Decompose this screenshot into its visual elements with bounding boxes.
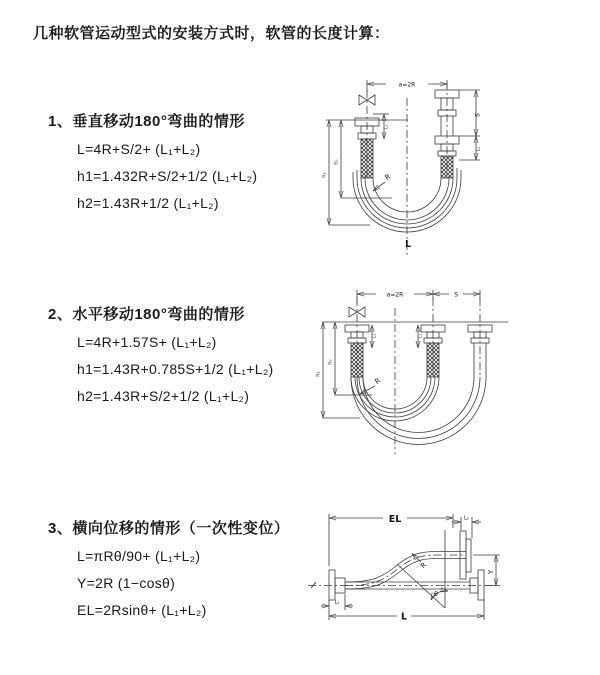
right-flange <box>470 570 484 600</box>
dim-label-span: a=2R <box>386 291 404 299</box>
section-2-heading: 2、水平移动180°弯曲的情形 <box>48 306 245 323</box>
diagram-lateral-displacement <box>300 498 600 643</box>
section-3-heading: 3、横向位移的情形（一次性变位） <box>48 520 290 537</box>
length-label: L <box>404 239 412 250</box>
diagram-horizontal-180-bend <box>312 282 597 467</box>
radius-label: R <box>373 376 383 387</box>
left-flange <box>329 570 345 600</box>
dim-label-h2: h₂ <box>333 159 340 165</box>
dim-label-l2: L₂ <box>476 146 482 152</box>
axis-break-mark <box>311 582 316 588</box>
formula-length: L=4R+1.57S+ (L₁+L₂) <box>77 334 217 350</box>
dim-label-s: S <box>454 291 458 299</box>
formula-y: Y=2R (1−cosθ) <box>77 575 176 591</box>
dim-label-span: a=2R <box>398 81 416 89</box>
dim-label-h2: h₂ <box>327 359 334 365</box>
centerlines <box>367 82 447 256</box>
section-horizontal-180 <box>48 303 274 414</box>
dim-label-el: EL <box>388 514 402 525</box>
dim-label-l1: L₁ <box>334 599 340 606</box>
dim-label-y: Y <box>487 569 495 575</box>
dim-label-l2: L₂ <box>464 515 469 522</box>
length-label: L <box>400 611 408 623</box>
formula-el: EL=2Rsinθ+ (L₁+L₂) <box>77 602 207 618</box>
formula-h2: h2=1.43R+1/2 (L₁+L₂) <box>77 195 219 211</box>
formula-length: L=πRθ/90+ (L₁+L₂) <box>77 548 201 564</box>
section-lateral-displacement <box>48 517 289 628</box>
dim-label-l1: L₁ <box>384 124 390 130</box>
dim-label-h1: h₁ <box>321 172 328 178</box>
angle-label: θ <box>434 591 438 598</box>
radius-label: R <box>419 560 429 571</box>
dim-label-s: S <box>474 113 482 117</box>
dim-label-l2: L₂ <box>418 333 424 339</box>
formula-h2: h2=1.43R+S/2+1/2 (L₁+L₂) <box>77 388 250 404</box>
radius-label: R <box>383 172 393 183</box>
hose-u-bend-position2 <box>351 377 486 444</box>
section-vertical-180 <box>48 110 257 221</box>
dimension-lines <box>321 512 500 622</box>
diagram-vertical-180-bend <box>312 70 522 260</box>
section-1-heading: 1、垂直移动180°弯曲的情形 <box>48 113 245 130</box>
formula-h1: h1=1.432R+S/2+1/2 (L₁+L₂) <box>77 168 258 184</box>
dimension-lines <box>326 80 480 226</box>
page-title: 几种软管运动型式的安装方式时，软管的长度计算： <box>33 25 390 42</box>
formula-h1: h1=1.43R+0.785S+1/2 (L₁+L₂) <box>77 361 274 377</box>
centerlines <box>357 298 480 454</box>
dim-label-h1: h₁ <box>315 371 322 377</box>
hose-displaced-position <box>345 552 466 590</box>
dim-label-l1: L₁ <box>372 333 378 339</box>
formula-length: L=4R+S/2+ (L₁+L₂) <box>77 141 201 157</box>
